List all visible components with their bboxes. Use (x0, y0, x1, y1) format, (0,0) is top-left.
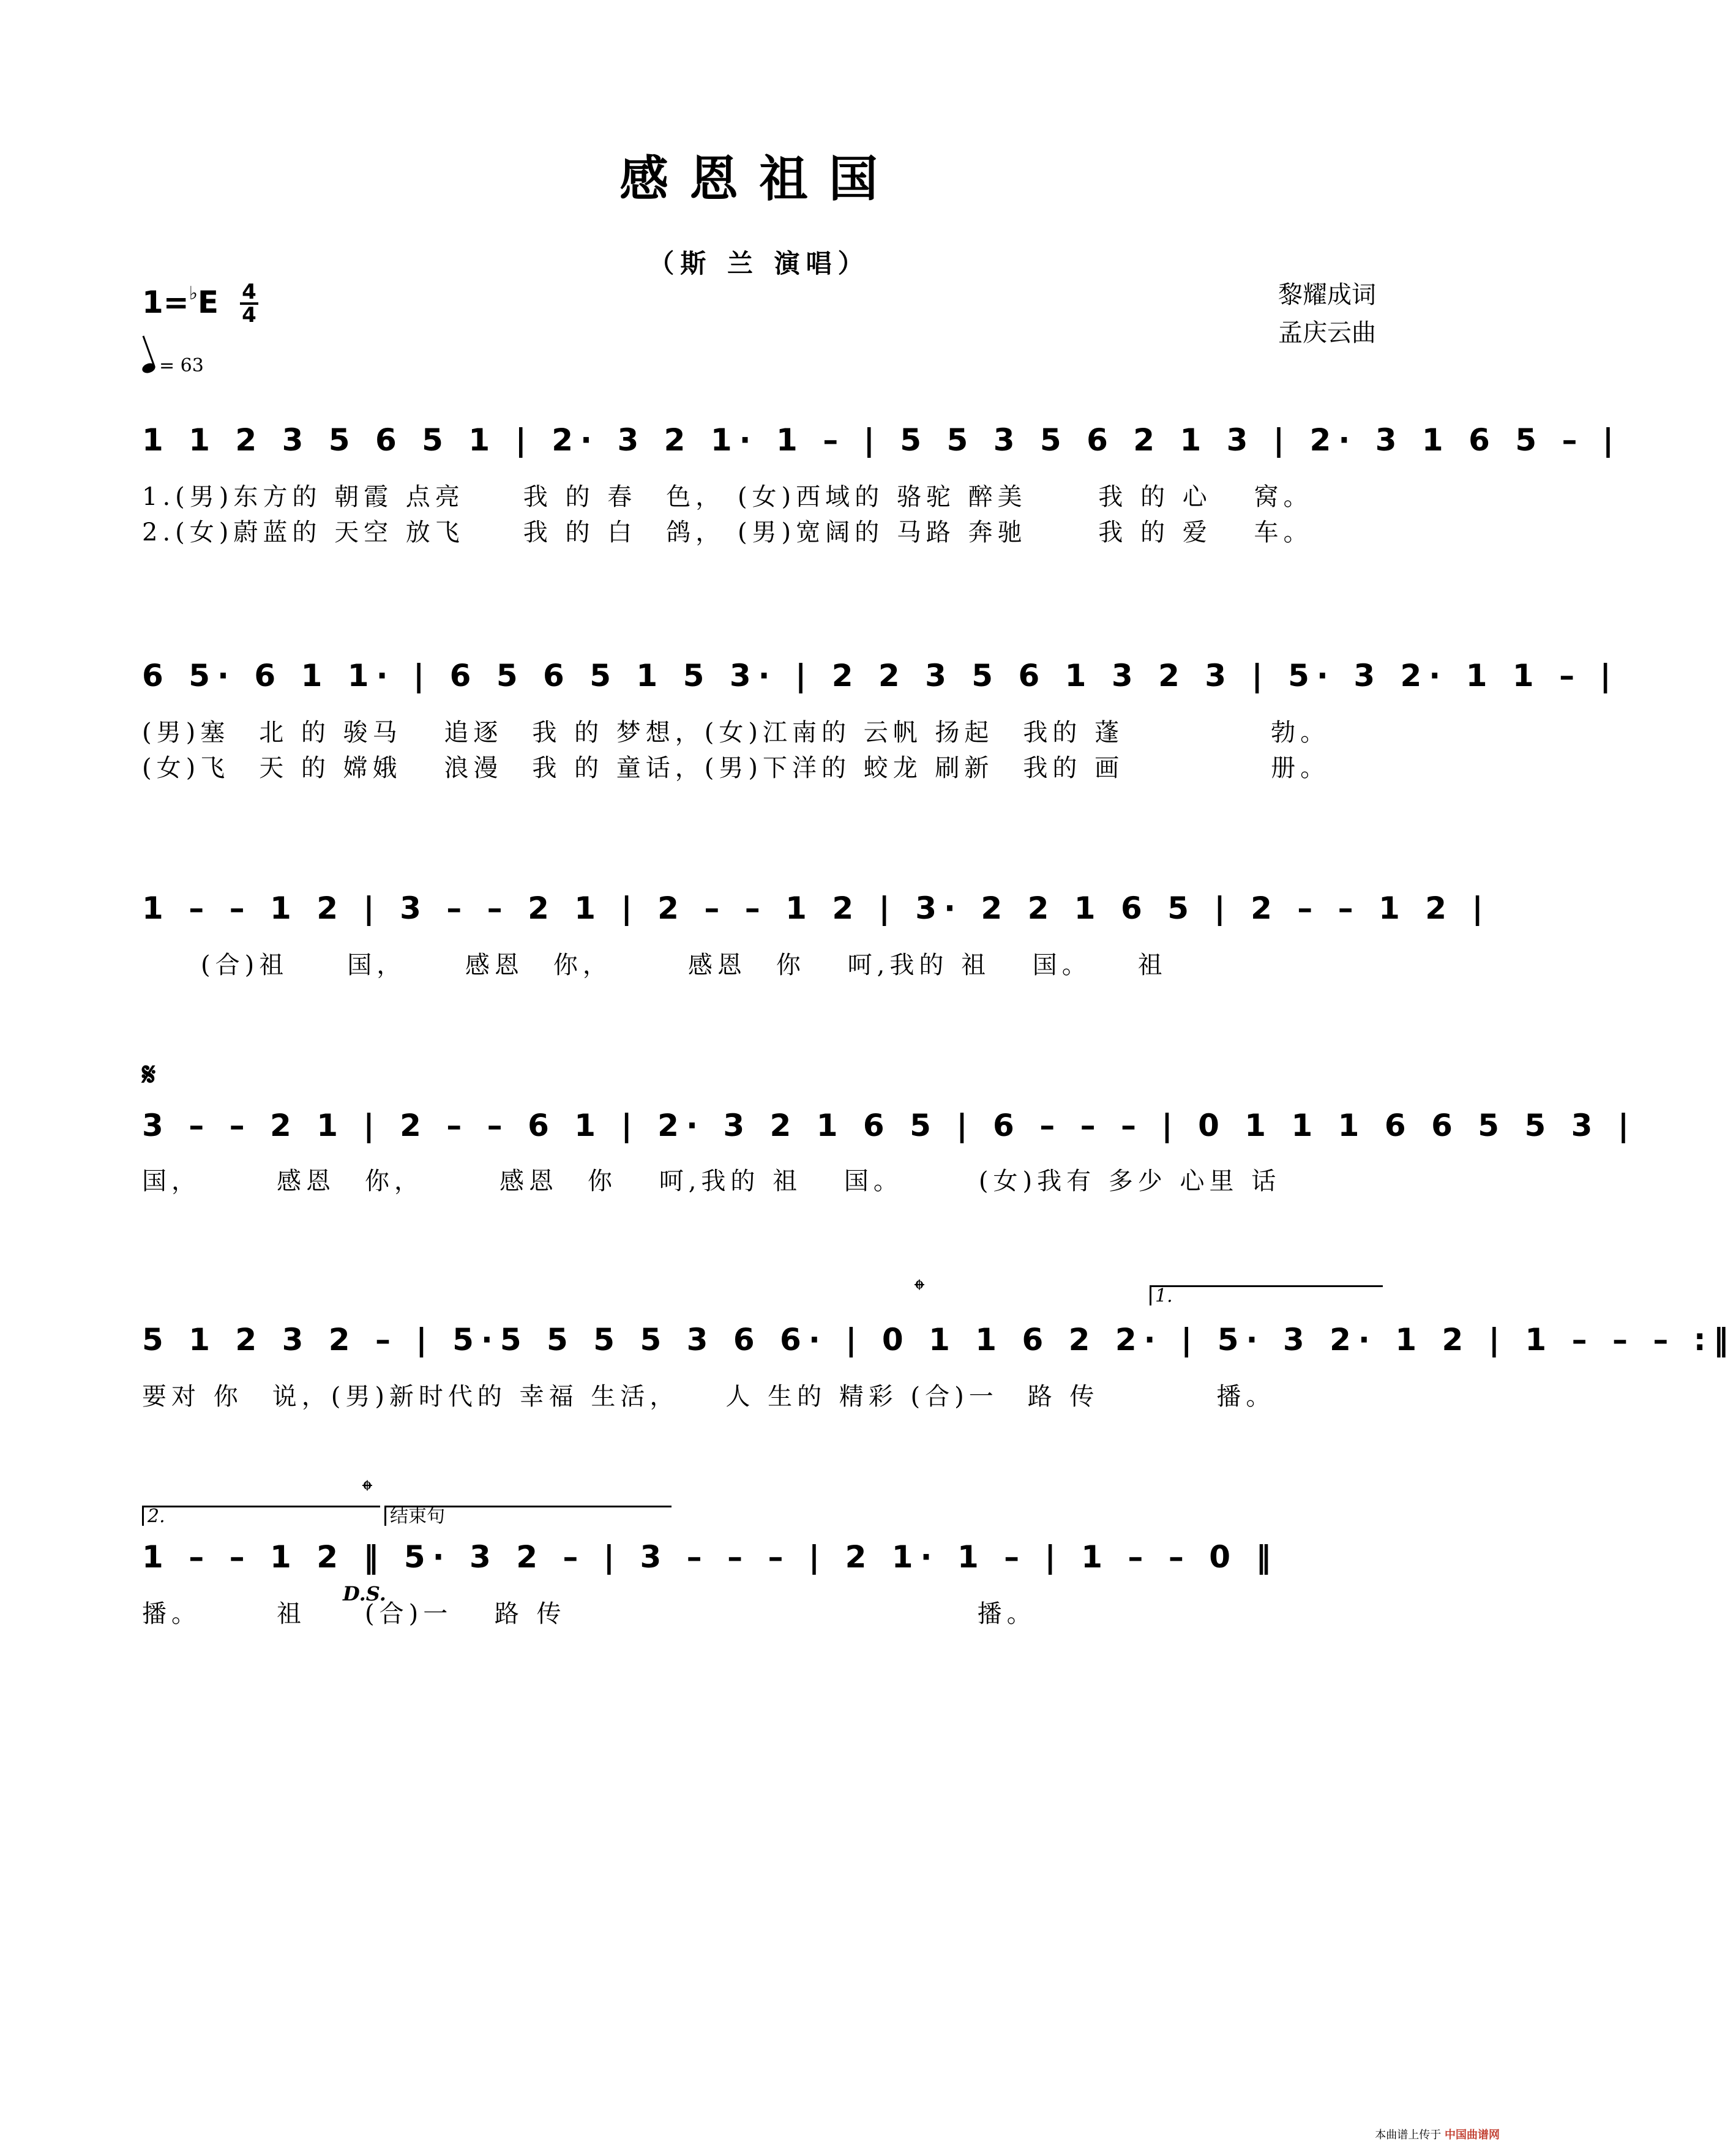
composer-credit: 孟庆云曲 (1278, 319, 1376, 347)
notation-line-4: 3 – – 2 1 | 2 – – 6 1 | 2· 3 2 1 6 5 | 6 – – – | 0 1 1 1 6 6 5 5 3 | (142, 1108, 1637, 1143)
quarter-note-icon (141, 362, 157, 375)
song-title: 感恩祖国 (619, 150, 899, 207)
footer-watermark (1375, 2126, 1500, 2142)
notation-line-5: 5 1 2 3 2 – | 5·5 5 5 5 3 6 6· | 0 1 1 6 2 2· | 5· 3 2· 1 2 | 1 – – – :‖ (142, 1322, 1736, 1357)
lyric-line-2-verse-2: (女)飞 天 的 嫦娥 浪漫 我 的 童话，(男)下洋的 蛟龙 刷新 我的 画 册。 (142, 754, 1330, 782)
footer-brand: 中国曲谱网 (1445, 2129, 1500, 2141)
time-signature (240, 280, 258, 327)
volta-first-ending: 1. (1150, 1285, 1383, 1305)
segno-sign: 𝄋 (142, 1056, 156, 1093)
key-signature (142, 283, 219, 320)
ending-phrase-label (384, 1506, 672, 1526)
tempo-value: = 63 (159, 355, 204, 376)
lyric-line-2-verse-1: (男)塞 北 的 骏马 追逐 我 的 梦想，(女)江南的 云帆 扬起 我的 蓬 勃。 (142, 719, 1330, 747)
flat-symbol: ♭ (189, 283, 198, 304)
time-signature-bottom: 4 (242, 303, 256, 327)
dal-segno-marking: D.S. (343, 1582, 386, 1605)
tempo-marking (142, 355, 204, 376)
footer-text: 本曲谱上传于 (1375, 2129, 1442, 2141)
lyric-line-5: 要对 你 说，(男)新时代的 幸福 生活， 人 生的 精彩 (合)一 路 传 播。 (142, 1383, 1276, 1411)
lyric-line-1-verse-2: 2.(女)蔚蓝的 天空 放飞 我 的 白 鸽， (男)宽阔的 马路 奔驰 我 的 爱 车。 (142, 518, 1313, 547)
coda-sign-2: 𝄌 (362, 1474, 372, 1507)
notation-line-1: 1 1 2 3 5 6 5 1 | 2· 3 2 1· 1 – | 5 5 3 5 6 2 1 3 | 2· 3 1 6 5 – | (142, 422, 1622, 458)
key-prefix: 1= (142, 285, 189, 320)
notation-line-3: 1 – – 1 2 | 3 – – 2 1 | 2 – – 1 2 | 3· 2 2 1 6 5 | 2 – – 1 2 | (142, 891, 1491, 926)
lyric-line-6: 播。 祖 (合)一 路 传 播。 (142, 1600, 1036, 1628)
singer-credit: （斯 兰 演唱） (648, 248, 870, 278)
lyric-line-4: 国， 感恩 你， 感恩 你 呵,我的 祖 国。 (女)我有 多少 心里 话 (142, 1167, 1281, 1195)
lyric-line-3: (合)祖 国， 感恩 你， 感恩 你 呵,我的 祖 国。 祖 (142, 951, 1167, 979)
key-note: E (197, 285, 219, 320)
notation-line-2: 6 5· 6 1 1· | 6 5 6 5 1 5 3· | 2 2 3 5 6 1 3 2 3 | 5· 3 2· 1 1 – | (142, 658, 1618, 693)
ending-phrase-text: 结束句 (390, 1506, 445, 1527)
coda-sign-1: 𝄌 (915, 1273, 924, 1306)
time-signature-top: 4 (242, 280, 256, 304)
lyric-line-1-verse-1: 1.(男)东方的 朝霞 点亮 我 的 春 色， (女)西域的 骆驼 醉美 我 的 心 窝。 (142, 483, 1313, 511)
lyricist-credit: 黎耀成词 (1278, 281, 1376, 309)
notation-line-6: 1 – – 1 2 ‖ 5· 3 2 – | 3 – – – | 2 1· 1 – | 1 – – 0 ‖ (142, 1539, 1279, 1575)
volta-second-ending: 2. (142, 1506, 380, 1526)
